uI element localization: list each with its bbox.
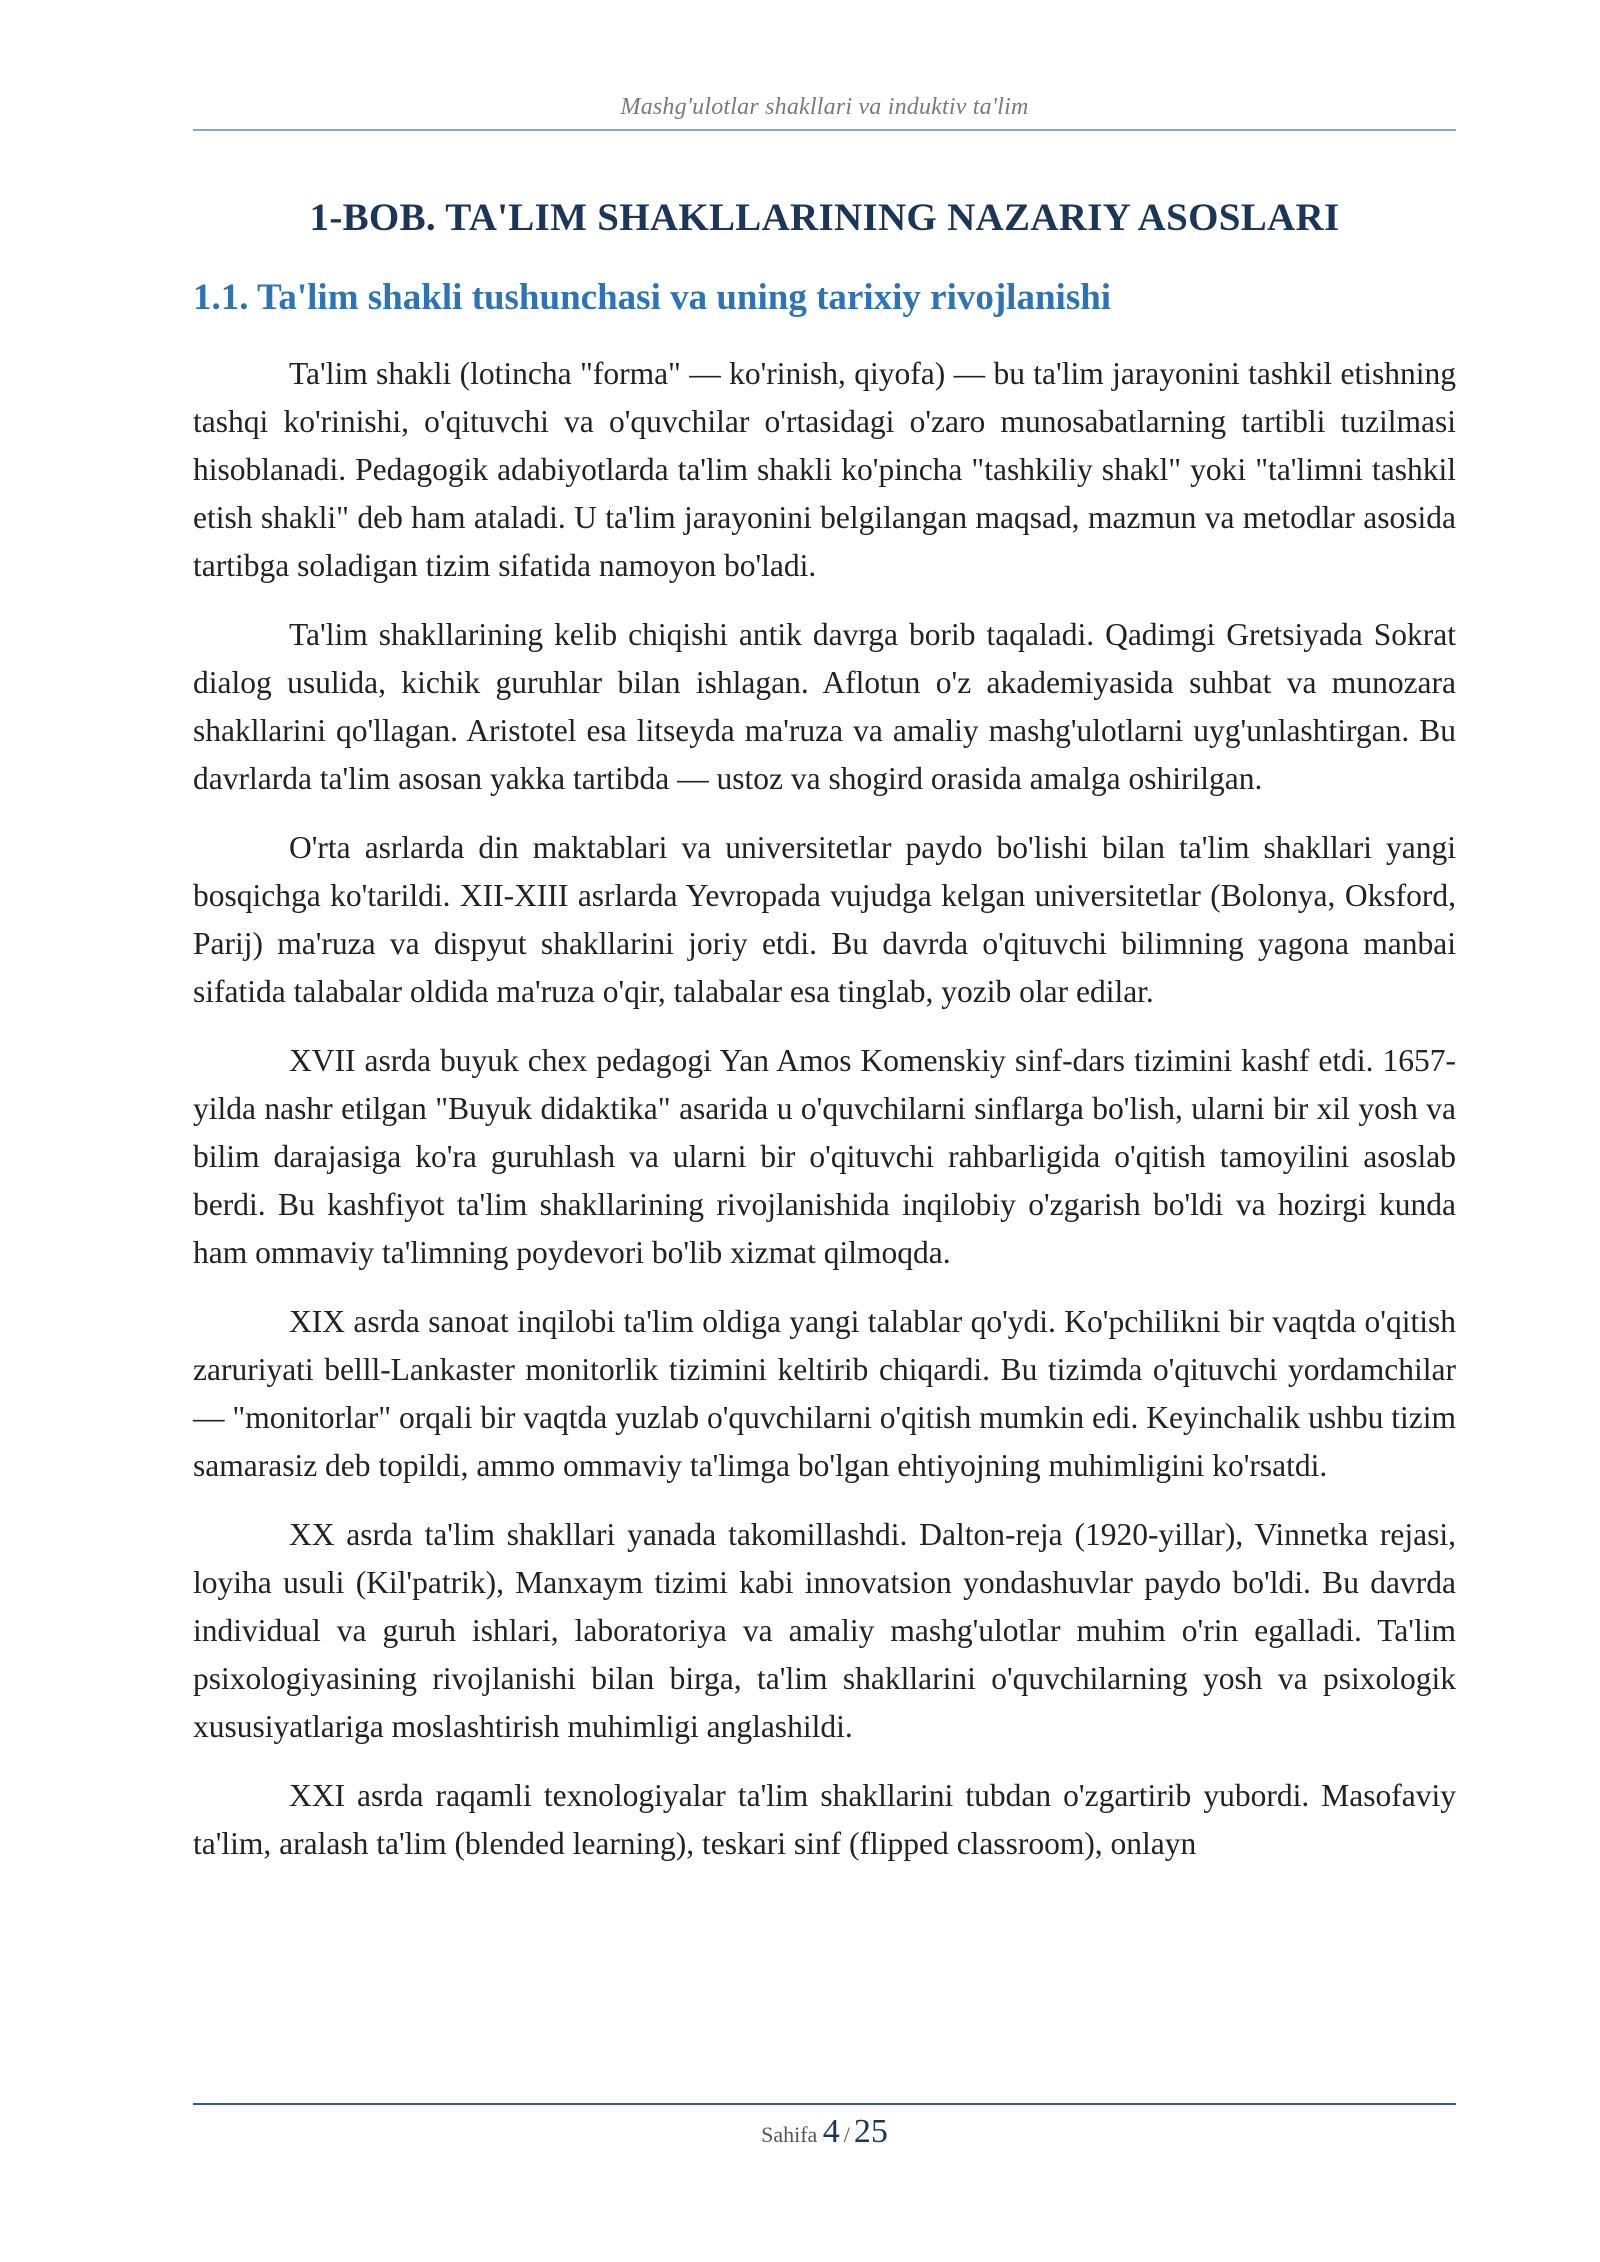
page-content	[193, 190, 1456, 1889]
body-paragraph-3: O'rta asrlarda din maktablari va universitetlar paydo bo'lishi bilan ta'lim shakllari yangi bosqichga ko'tarildi. XII-XIII asrlarda Yevropada vujudga kelgan universitetlar (Bolonya, Oksford, Parij) ma'ruza va dispyut shakllarini joriy etdi. Bu davrda o'qituvchi bilimning yagona manbai sifatida talabalar oldida ma'ruza o'qir, talabalar esa tinglab, yozib olar edilar.	[193, 830, 1456, 1009]
page-footer	[193, 2112, 1456, 2155]
body-paragraph-5: XIX asrda sanoat inqilobi ta'lim oldiga yangi talablar qo'ydi. Ko'pchilikni bir vaqtda o'qitish zaruriyati belll-Lankaster monitorlik tizimini keltirib chiqardi. Bu tizimda o'qituvchi yordamchilar — "monitorlar" orqali bir vaqtda yuzlab o'quvchilarni o'qitish mumkin edi. Keyinchalik ushbu tizim samarasiz deb topildi, ammo ommaviy ta'limga bo'lgan ehtiyojning muhimligini ko'rsatdi.	[193, 1304, 1456, 1483]
body-paragraph-2: Ta'lim shakllarining kelib chiqishi antik davrga borib taqaladi. Qadimgi Gretsiyada Sokrat dialog usulida, kichik guruhlar bilan ishlagan. Aflotun o'z akademiyasida suhbat va munozara shakllarini qo'llagan. Aristotel esa litseyda ma'ruza va amaliy mashg'ulotlarni uyg'unlashtirgan. Bu davrlarda ta'lim asosan yakka tartibda — ustoz va shogird orasida amalga oshirilgan.	[193, 617, 1456, 796]
page-separator: /	[843, 2122, 850, 2147]
header-rule	[193, 129, 1456, 131]
chapter-title: 1-BOB. TA'LIM SHAKLLARINING NAZARIY ASOSLARI	[309, 196, 1340, 239]
page-total: 25	[853, 2113, 888, 2150]
body-paragraph-7: XXI asrda raqamli texnologiyalar ta'lim shakllarini tubdan o'zgartirib yubordi. Masofaviy ta'lim, aralash ta'lim (blended learning), teskari sinf (flipped classroom), onlayn	[193, 1778, 1456, 1861]
footer-rule	[193, 2103, 1456, 2105]
page-number: 4	[822, 2113, 840, 2150]
page-label: Sahifa	[761, 2122, 818, 2147]
running-header: Mashg'ulotlar shakllari va induktiv ta'lim	[620, 94, 1029, 120]
body-paragraph-6: XX asrda ta'lim shakllari yanada takomillashdi. Dalton-reja (1920-yillar), Vinnetka rejasi, loyiha usuli (Kil'patrik), Manxaym tizimi kabi innovatsion yondashuvlar paydo bo'ldi. Bu davrda individual va guruh ishlari, laboratoriya va amaliy mashg'ulotlar muhim o'rin egalladi. Ta'lim psixologiyasining rivojlanishi bilan birga, ta'lim shakllarini o'quvchilarning yosh va psixologik xususiyatlariga moslashtirish muhimligi anglashildi.	[193, 1517, 1456, 1744]
body-paragraph-1: Ta'lim shakli (lotincha "forma" — ko'rinish, qiyofa) — bu ta'lim jarayonini tashkil etishning tashqi ko'rinishi, o'qituvchi va o'quvchilar o'rtasidagi o'zaro munosabatlarning tartibli tuzilmasi hisoblanadi. Pedagogik adabiyotlarda ta'lim shakli ko'pincha "tashkiliy shakl" yoki "ta'limni tashkil etish shakli" deb ham ataladi. U ta'lim jarayonini belgilangan maqsad, mazmun va metodlar asosida tartibga soladigan tizim sifatida namoyon bo'ladi.	[193, 356, 1456, 583]
body-paragraph-4: XVII asrda buyuk chex pedagogi Yan Amos Komenskiy sinf-dars tizimini kashf etdi. 1657-yilda nashr etilgan "Buyuk didaktika" asarida u o'quvchilarni sinflarga bo'lish, ularni bir xil yosh va bilim darajasiga ko'ra guruhlash va ularni bir o'qituvchi rahbarligida o'qitish tamoyilini asoslab berdi. Bu kashfiyot ta'lim shakllarining rivojlanishida inqilobiy o'zgarish bo'ldi va hozirgi kunda ham ommaviy ta'limning poydevori bo'lib xizmat qilmoqda.	[193, 1043, 1456, 1270]
section-title: 1.1. Ta'lim shakli tushunchasi va uning tarixiy rivojlanishi	[193, 277, 1112, 318]
